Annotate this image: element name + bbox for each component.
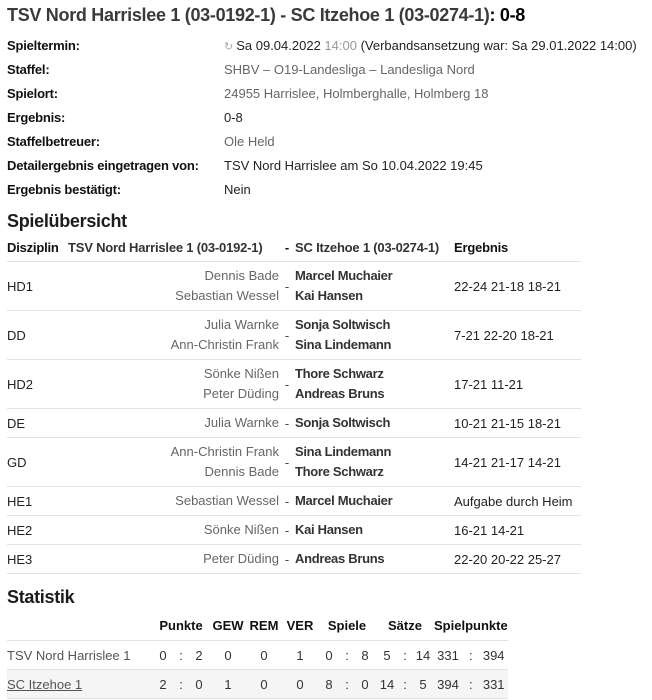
away-player[interactable]: Thore Schwarz	[295, 464, 384, 479]
stats-row	[7, 641, 508, 670]
away-players	[295, 311, 452, 360]
info-spieltermin	[7, 34, 645, 58]
info-ergebnis	[7, 106, 645, 130]
match-result[interactable]: 22-24 21-18 18-21	[452, 262, 581, 311]
away-player[interactable]: Marcel Muchaier	[295, 493, 393, 508]
info-label: Ergebnis bestätigt:	[7, 182, 121, 197]
stats-row	[7, 670, 508, 699]
away-player[interactable]: Sina Lindemann	[295, 337, 392, 352]
vs-dash: -	[279, 409, 295, 438]
match-discipline: HD1	[7, 262, 68, 311]
original-schedule-note: (Verbandsansetzung war: Sa 29.01.2022 14:00)	[360, 38, 637, 53]
vs-dash: -	[279, 545, 295, 574]
match-row	[7, 516, 581, 545]
spielpunkte-own: 331	[434, 641, 462, 670]
match-result[interactable]: 10-21 21-15 18-21	[452, 409, 581, 438]
info-value	[224, 34, 637, 58]
info-label: Ergebnis:	[7, 110, 66, 125]
home-players	[68, 487, 279, 516]
info-label: Detailergebnis eingetragen von:	[7, 158, 199, 173]
away-players	[295, 545, 452, 574]
saetze-own: 5	[376, 641, 398, 670]
match-discipline: HE3	[7, 545, 68, 574]
col-saetze: Sätze	[388, 618, 422, 633]
col-team	[7, 612, 152, 641]
home-player[interactable]: Sebastian Wessel	[175, 493, 279, 508]
col-rem: REM	[249, 618, 279, 633]
punkte-own: 2	[152, 670, 174, 699]
away-players	[295, 409, 452, 438]
match-result[interactable]: 16-21 14-21	[452, 516, 581, 545]
match-row	[7, 409, 581, 438]
matches-table	[7, 235, 581, 574]
info-bestaetigt	[7, 178, 645, 202]
match-row	[7, 487, 581, 516]
spielpunkte-sep: :	[462, 670, 480, 699]
section-title-statistik: Statistik	[7, 587, 75, 607]
info-detailergebnis	[7, 154, 645, 178]
spiele-own: 8	[318, 670, 340, 699]
home-player[interactable]: Sönke Nißen	[203, 522, 279, 537]
away-player[interactable]: Kai Hansen	[295, 522, 363, 537]
page-title	[7, 2, 645, 28]
col-punkte: Punkte	[159, 618, 203, 633]
saetze-opp: 5	[412, 670, 434, 699]
away-players	[295, 516, 452, 545]
match-date: Sa 09.04.2022	[236, 38, 321, 53]
match-discipline: HE2	[7, 516, 68, 545]
match-result[interactable]: 14-21 21-17 14-21	[452, 438, 581, 487]
home-players	[68, 262, 279, 311]
info-staffelbetreuer	[7, 130, 645, 154]
home-player[interactable]: Dennis Bade	[204, 464, 279, 479]
punkte-sep: :	[174, 641, 188, 670]
home-player[interactable]: Peter Düding	[203, 386, 279, 401]
away-player[interactable]: Sonja Soltwisch	[295, 415, 391, 430]
match-row	[7, 311, 581, 360]
spielpunkte-sep: :	[462, 641, 480, 670]
info-label: Spieltermin:	[7, 38, 80, 53]
away-player[interactable]: Sina Lindemann	[295, 444, 392, 459]
match-info	[7, 34, 645, 202]
vs-dash: -	[279, 311, 295, 360]
team-link[interactable]: SC Itzehoe 1	[7, 676, 83, 692]
home-players	[68, 516, 279, 545]
col-away-team: SC Itzehoe 1 (03-0274-1)	[295, 240, 440, 255]
spiele-own: 0	[318, 641, 340, 670]
info-value: 0-8	[224, 110, 243, 125]
rem: 0	[246, 641, 282, 670]
info-staffel	[7, 58, 645, 82]
spielpunkte-own: 394	[434, 670, 462, 699]
ver: 0	[282, 670, 318, 699]
col-spielpunkte: Spielpunkte	[434, 618, 508, 633]
col-disziplin: Disziplin	[7, 240, 59, 255]
punkte-opp: 2	[188, 641, 210, 670]
spiele-opp: 0	[354, 670, 376, 699]
stats-table	[7, 612, 508, 699]
away-player[interactable]: Sonja Soltwisch	[295, 317, 391, 332]
away-players	[295, 487, 452, 516]
match-row	[7, 438, 581, 487]
match-discipline: DE	[7, 409, 68, 438]
match-discipline: GD	[7, 438, 68, 487]
match-result[interactable]: 17-21 11-21	[452, 360, 581, 409]
team-name: TSV Nord Harrislee 1	[7, 641, 152, 670]
info-spielort	[7, 82, 645, 106]
vs-dash: -	[279, 516, 295, 545]
rem: 0	[246, 670, 282, 699]
refresh-icon: ↻	[224, 41, 234, 53]
saetze-sep: :	[398, 670, 412, 699]
vs-dash: -	[279, 262, 295, 311]
title-score: 0-8	[499, 5, 526, 25]
gew: 1	[210, 670, 246, 699]
staffel-link[interactable]: SHBV – O19-Landesliga – Landesliga Nord	[224, 62, 475, 77]
home-player[interactable]: Ann-Christin Frank	[170, 337, 279, 352]
saetze-sep: :	[398, 641, 412, 670]
info-label: Spielort:	[7, 86, 58, 101]
info-value: Nein	[224, 182, 251, 197]
matches-header-row	[7, 235, 581, 262]
match-row	[7, 545, 581, 574]
punkte-own: 0	[152, 641, 174, 670]
staffelbetreuer-link[interactable]: Ole Held	[224, 134, 275, 149]
vs-dash: -	[279, 487, 295, 516]
team-name	[7, 670, 152, 699]
title-separator: :	[489, 5, 500, 25]
section-title-spieluebersicht: Spielübersicht	[7, 211, 127, 231]
home-player[interactable]: Peter Düding	[203, 551, 279, 566]
punkte-sep: :	[174, 670, 188, 699]
ver: 1	[282, 641, 318, 670]
spiele-sep: :	[340, 641, 354, 670]
match-row	[7, 360, 581, 409]
col-spiele: Spiele	[327, 618, 367, 633]
vs-dash: -	[279, 438, 295, 487]
info-label: Staffel:	[7, 62, 50, 77]
match-row	[7, 262, 581, 311]
col-home-team: TSV Nord Harrislee 1 (03-0192-1)	[68, 240, 263, 255]
home-players	[68, 545, 279, 574]
home-player[interactable]: Dennis Bade	[204, 268, 279, 283]
spielpunkte-opp: 331	[480, 670, 508, 699]
match-discipline: HD2	[7, 360, 68, 409]
home-player[interactable]: Julia Warnke	[204, 415, 279, 430]
away-player[interactable]: Kai Hansen	[295, 288, 363, 303]
stats-header-row	[7, 612, 508, 641]
spielort-link[interactable]: 24955 Harrislee, Holmberghalle, Holmberg 18	[224, 86, 489, 101]
away-player[interactable]: Thore Schwarz	[295, 366, 384, 381]
away-players	[295, 360, 452, 409]
spiele-opp: 8	[354, 641, 376, 670]
home-players	[68, 360, 279, 409]
home-player[interactable]: Sönke Nißen	[203, 366, 279, 381]
match-title: TSV Nord Harrislee 1 (03-0192-1) - SC Itzehoe 1 (03-0274-1)	[7, 5, 490, 25]
match-result[interactable]: 22-20 20-22 25-27	[452, 545, 581, 574]
punkte-opp: 0	[188, 670, 210, 699]
away-players	[295, 262, 452, 311]
spielpunkte-opp: 394	[480, 641, 508, 670]
match-discipline: HE1	[7, 487, 68, 516]
away-player[interactable]: Andreas Bruns	[295, 551, 385, 566]
home-player[interactable]: Ann-Christin Frank	[170, 444, 279, 459]
match-time: 14:00	[324, 38, 357, 53]
saetze-opp: 14	[412, 641, 434, 670]
home-players	[68, 438, 279, 487]
vs-dash: -	[279, 360, 295, 409]
info-value: TSV Nord Harrislee am So 10.04.2022 19:45	[224, 158, 483, 173]
col-dash: -	[284, 240, 290, 255]
saetze-own: 14	[376, 670, 398, 699]
info-label: Staffelbetreuer:	[7, 134, 100, 149]
away-player[interactable]: Andreas Bruns	[295, 386, 385, 401]
home-player[interactable]: Julia Warnke	[204, 317, 279, 332]
home-players	[68, 311, 279, 360]
title-result	[490, 5, 526, 25]
spiele-sep: :	[340, 670, 354, 699]
col-ver: VER	[286, 618, 314, 633]
col-ergebnis: Ergebnis	[454, 240, 509, 255]
gew: 0	[210, 641, 246, 670]
match-discipline: DD	[7, 311, 68, 360]
away-players	[295, 438, 452, 487]
match-result[interactable]: 7-21 22-20 18-21	[452, 311, 581, 360]
home-player[interactable]: Sebastian Wessel	[175, 288, 279, 303]
match-result[interactable]: Aufgabe durch Heim	[452, 487, 581, 516]
col-gew: GEW	[212, 618, 244, 633]
away-player[interactable]: Marcel Muchaier	[295, 268, 393, 283]
home-players	[68, 409, 279, 438]
